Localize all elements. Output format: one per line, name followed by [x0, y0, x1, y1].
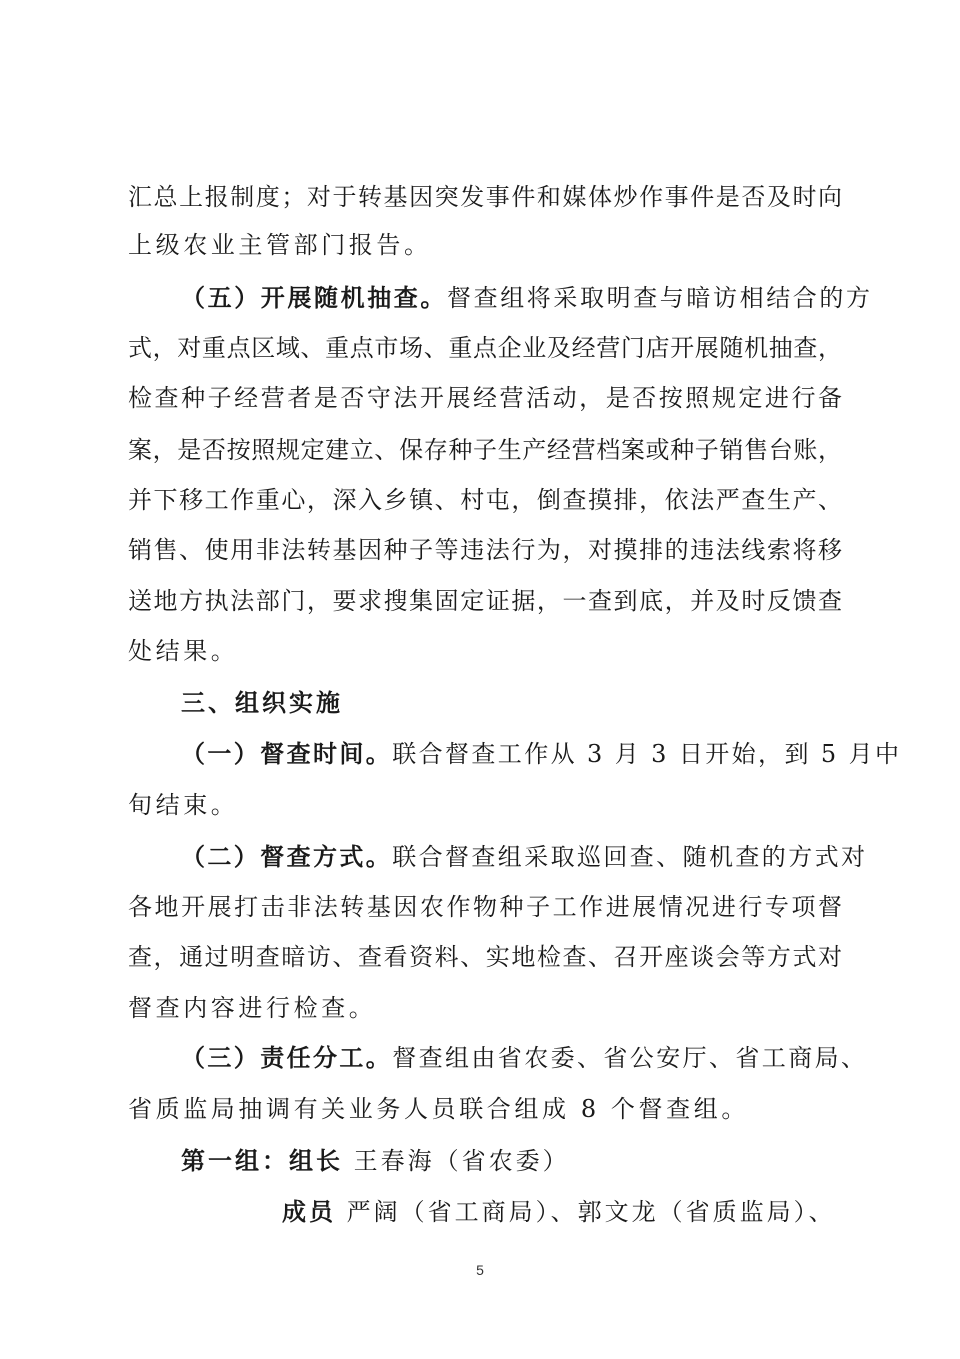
- body-line: 案，是否按照规定建立、保存种子生产经营档案或种子销售台账，: [128, 436, 842, 464]
- body-line: 并下移工作重心，深入乡镇、村屯，倒查摸排，依法严查生产、: [128, 486, 842, 514]
- body-line: 查，通过明查暗访、查看资料、实地检查、召开座谈会等方式对: [128, 943, 842, 971]
- body-line: 各地开展打击非法转基因农作物种子工作进展情况进行专项督: [128, 893, 842, 921]
- group-one-leader-row: [181, 1141, 570, 1181]
- leader-name: 王春海（省农委）: [353, 1147, 570, 1175]
- body-line: 销售、使用非法转基因种子等违法行为，对摸排的违法线索将移: [128, 536, 842, 564]
- body-line: [181, 278, 873, 318]
- body-line: 汇总上报制度；对于转基因突发事件和媒体炒作事件是否及时向: [128, 183, 842, 211]
- section-heading-5: （五）开展随机抽查。: [181, 283, 447, 312]
- subsection-heading-1: （一）督查时间。: [181, 739, 393, 768]
- subsection-heading-3: （三）责任分工。: [181, 1043, 393, 1072]
- section-title-organization: 三、组织实施: [181, 688, 343, 717]
- members-list: 严阔（省工商局）、郭文龙（省质监局）、: [346, 1198, 836, 1226]
- body-line: 上级农业主管部门报告。: [128, 231, 432, 259]
- body-line: [181, 837, 868, 877]
- group-label: 第一组：: [181, 1146, 289, 1175]
- body-line: 督查内容进行检查。: [128, 994, 377, 1022]
- body-line: 省质监局抽调有关业务人员联合组成 8 个督查组。: [128, 1095, 749, 1123]
- body-line: 送地方执法部门，要求搜集固定证据，一查到底，并及时反馈查: [128, 587, 842, 615]
- members-title: 成员: [282, 1197, 336, 1226]
- body-text: 督查组由省农委、省公安厅、省工商局、: [392, 1044, 868, 1072]
- body-text: 联合督查组采取巡回查、随机查的方式对: [392, 843, 868, 871]
- body-text: 联合督查工作从 3 月 3 日开始，到 5 月中: [392, 740, 902, 768]
- body-line: [181, 734, 902, 774]
- body-line: [181, 1038, 868, 1078]
- leader-title: 组长: [289, 1146, 343, 1175]
- page-number: 5: [476, 1262, 484, 1278]
- body-line: 旬结束。: [128, 791, 239, 819]
- body-text: 督查组将采取明查与暗访相结合的方: [447, 284, 873, 312]
- body-line: 式，对重点区域、重点市场、重点企业及经营门店开展随机抽查，: [128, 334, 842, 362]
- group-one-members-row: [282, 1192, 836, 1232]
- body-line: 处结果。: [128, 637, 239, 665]
- subsection-heading-2: （二）督查方式。: [181, 842, 393, 871]
- body-line: 检查种子经营者是否守法开展经营活动，是否按照规定进行备: [128, 384, 842, 412]
